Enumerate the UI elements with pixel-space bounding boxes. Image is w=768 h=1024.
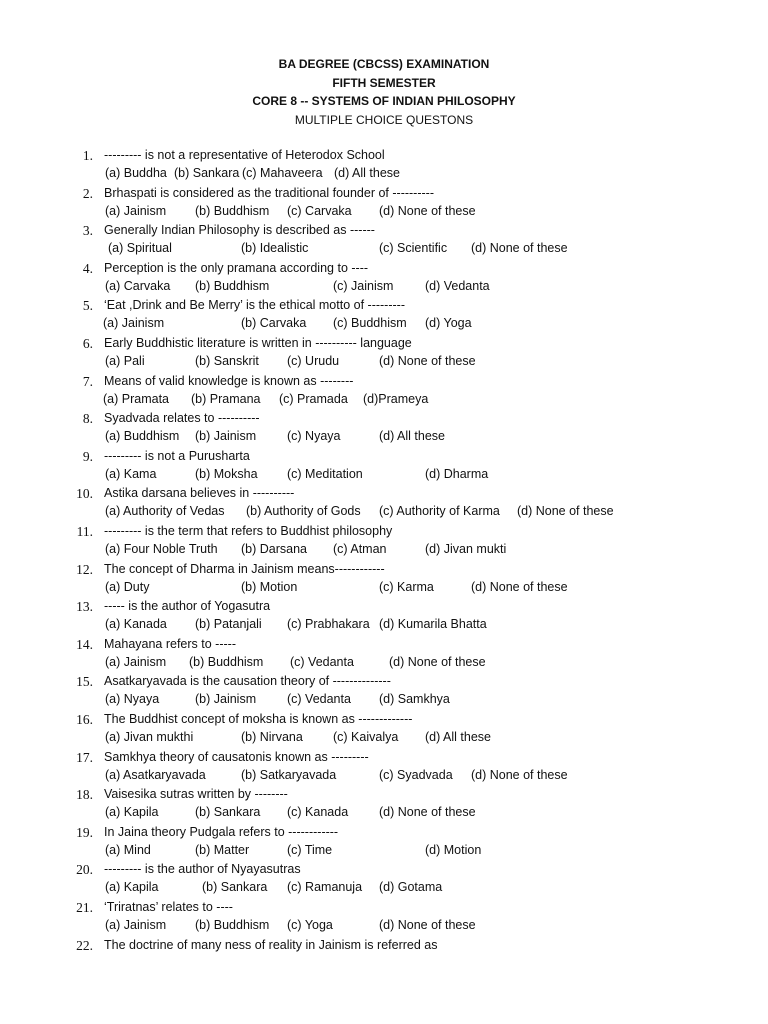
answer-options [0, 768, 768, 787]
answer-option: (b) Nirvana [241, 730, 303, 744]
answer-option: (b) Motion [241, 580, 298, 594]
question-item [0, 637, 768, 656]
question-number: 10. [76, 486, 93, 501]
answer-option: (b) Darsana [241, 542, 307, 556]
question-number: 17. [76, 750, 93, 765]
question-text: Asatkaryavada is the causation theory of -------------- [104, 674, 391, 688]
answer-option: (a) Jainism [103, 316, 165, 330]
answer-option: (b) Pramana [191, 392, 261, 406]
answer-option: (a) Authority of Vedas [105, 504, 225, 518]
question-number: 22. [76, 938, 93, 953]
question-item [0, 411, 768, 430]
answer-options [0, 655, 768, 674]
question-item [0, 712, 768, 731]
answer-option: (a) Kanada [105, 617, 167, 631]
question-item [0, 524, 768, 543]
answer-options [0, 542, 768, 561]
answer-option: (b) Patanjali [195, 617, 262, 631]
answer-option: (c) Urudu [287, 354, 340, 368]
answer-options [0, 354, 768, 373]
question-text: Brhaspati is considered as the traditional founder of ---------- [104, 186, 434, 200]
answer-option: (a) Jainism [105, 655, 167, 669]
answer-option: (b) Buddhism [195, 204, 270, 218]
answer-option: (b) Moksha [195, 467, 258, 481]
answer-option: (d) None of these [517, 504, 614, 518]
question-text: The concept of Dharma in Jainism means------------ [104, 562, 385, 576]
answer-option: (a) Kama [105, 467, 157, 481]
answer-options [0, 429, 768, 448]
answer-option: (b) Authority of Gods [246, 504, 361, 518]
question-number: 6. [82, 336, 93, 351]
answer-option: (d) Yoga [425, 316, 472, 330]
answer-option: (c) Kanada [287, 805, 349, 819]
question-text: Vaisesika sutras written by -------- [104, 787, 288, 801]
answer-option: (a) Carvaka [105, 279, 171, 293]
question-item [0, 486, 768, 505]
answer-option: (a) Buddha [105, 166, 167, 180]
answer-option: (a) Nyaya [105, 692, 160, 706]
answer-option: (d) Motion [425, 843, 482, 857]
semester-title: FIFTH SEMESTER [332, 76, 436, 90]
answer-options [0, 918, 768, 937]
answer-options [0, 880, 768, 899]
answer-option: (b) Satkaryavada [241, 768, 337, 782]
question-text: Mahayana refers to ----- [104, 637, 236, 651]
answer-option: (a) Jainism [105, 204, 167, 218]
answer-option: (a) Mind [105, 843, 151, 857]
question-text: The Buddhist concept of moksha is known as ------------- [104, 712, 413, 726]
question-text: Samkhya theory of causatonis known as --------- [104, 750, 369, 764]
answer-option: (c) Ramanuja [287, 880, 363, 894]
question-text: Early Buddhistic literature is written in ---------- language [104, 336, 412, 350]
question-item [0, 336, 768, 355]
answer-option: (d) None of these [379, 204, 476, 218]
answer-option: (d) None of these [379, 918, 476, 932]
question-item [0, 862, 768, 881]
answer-option: (d) Jivan mukti [425, 542, 507, 556]
answer-options [0, 279, 768, 298]
question-number: 9. [82, 449, 93, 464]
answer-option: (a) Asatkaryavada [105, 768, 206, 782]
question-number: 14. [76, 637, 93, 652]
question-text: Generally Indian Philosophy is described as ------ [104, 223, 375, 237]
answer-option: (b) Carvaka [241, 316, 307, 330]
question-number: 8. [82, 411, 93, 426]
answer-option: (d) All these [334, 166, 401, 180]
answer-options [0, 805, 768, 824]
answer-option: (d) Kumarila Bhatta [379, 617, 487, 631]
answer-options [0, 467, 768, 486]
question-item [0, 562, 768, 581]
answer-option: (d) None of these [471, 580, 568, 594]
answer-option: (d) None of these [471, 241, 568, 255]
question-text: --------- is the term that refers to Buddhist philosophy [104, 524, 393, 538]
answer-option: (b) Sankara [195, 805, 261, 819]
answer-options [0, 580, 768, 599]
question-text: Means of valid knowledge is known as -------- [104, 374, 354, 388]
answer-option: (d)Prameya [363, 392, 429, 406]
question-item [0, 825, 768, 844]
answer-option: (c) Syadvada [379, 768, 453, 782]
answer-options [0, 241, 768, 260]
answer-option: (a) Spiritual [108, 241, 172, 255]
question-item [0, 186, 768, 205]
question-item [0, 148, 768, 167]
question-number: 11. [76, 524, 93, 539]
answer-option: (d) None of these [379, 805, 476, 819]
question-text: --------- is the author of Nyayasutras [104, 862, 301, 876]
answer-option: (b) Sankara [174, 166, 240, 180]
question-item [0, 449, 768, 468]
question-text: Syadvada relates to ---------- [104, 411, 260, 425]
question-item [0, 674, 768, 693]
answer-option: (b) Buddhism [195, 918, 270, 932]
answer-options [0, 166, 768, 185]
question-number: 18. [76, 787, 93, 802]
answer-option: (c) Yoga [287, 918, 333, 932]
answer-option: (c) Authority of Karma [379, 504, 500, 518]
question-text: Perception is the only pramana according to ---- [104, 261, 369, 275]
answer-option: (b) Buddhism [195, 279, 270, 293]
answer-option: (d) Dharma [425, 467, 489, 481]
answer-option: (c) Pramada [279, 392, 348, 406]
question-number: 19. [76, 825, 93, 840]
answer-option: (c) Meditation [287, 467, 363, 481]
question-text: Astika darsana believes in ---------- [104, 486, 295, 500]
question-number: 16. [76, 712, 93, 727]
question-text: --------- is not a Purusharta [104, 449, 250, 463]
answer-option: (d) None of these [379, 354, 476, 368]
answer-option: (d) All these [379, 429, 446, 443]
answer-option: (d) All these [425, 730, 492, 744]
answer-option: (b) Sankara [202, 880, 268, 894]
answer-option: (a) Pali [105, 354, 145, 368]
answer-option: (a) Jainism [105, 918, 167, 932]
answer-options [0, 692, 768, 711]
answer-options [0, 316, 768, 335]
question-text: --------- is not a representative of Heterodox School [104, 148, 385, 162]
answer-option: (b) Buddhism [189, 655, 264, 669]
answer-option: (c) Kaivalya [333, 730, 399, 744]
question-item [0, 900, 768, 919]
answer-option: (c) Vedanta [290, 655, 354, 669]
question-number: 5. [82, 298, 93, 313]
question-item [0, 374, 768, 393]
question-number: 20. [76, 862, 93, 877]
answer-option: (a) Four Noble Truth [105, 542, 218, 556]
answer-option: (b) Sanskrit [195, 354, 259, 368]
answer-option: (d) Gotama [379, 880, 443, 894]
question-text: ----- is the author of Yogasutra [104, 599, 271, 613]
answer-options [0, 392, 768, 411]
question-item [0, 223, 768, 242]
answer-option: (c) Buddhism [333, 316, 407, 330]
answer-option: (b) Jainism [195, 692, 257, 706]
answer-option: (c) Scientific [379, 241, 448, 255]
question-text: The doctrine of many ness of reality in Jainism is referred as [104, 938, 438, 952]
question-number: 1. [82, 148, 93, 163]
question-number: 4. [82, 261, 93, 276]
answer-option: (d) Vedanta [425, 279, 490, 293]
question-number: 7. [82, 374, 93, 389]
question-number: 12. [76, 562, 93, 577]
answer-option: (a) Pramata [103, 392, 169, 406]
answer-option: (c) Prabhakara [287, 617, 370, 631]
answer-option: (b) Idealistic [241, 241, 309, 255]
answer-option: (d) None of these [389, 655, 486, 669]
answer-option: (a) Kapila [105, 805, 159, 819]
answer-option: (a) Duty [105, 580, 150, 594]
answer-option: (c) Mahaveera [242, 166, 323, 180]
answer-option: (c) Karma [379, 580, 434, 594]
answer-option: (d) None of these [471, 768, 568, 782]
answer-options [0, 843, 768, 862]
question-number: 2. [82, 186, 93, 201]
question-item [0, 938, 768, 957]
answer-option: (b) Jainism [195, 429, 257, 443]
answer-options [0, 617, 768, 636]
answer-option: (c) Nyaya [287, 429, 341, 443]
answer-option: (c) Atman [333, 542, 387, 556]
question-number: 15. [76, 674, 93, 689]
question-item [0, 261, 768, 280]
question-text: ‘Triratnas’ relates to ---- [104, 900, 233, 914]
answer-option: (a) Buddhism [105, 429, 180, 443]
question-text: ‘Eat ,Drink and Be Merry’ is the ethical motto of --------- [104, 298, 405, 312]
answer-option: (a) Jivan mukthi [105, 730, 194, 744]
question-number: 3. [82, 223, 93, 238]
answer-option: (a) Kapila [105, 880, 159, 894]
question-text: In Jaina theory Pudgala refers to ------------ [104, 825, 339, 839]
answer-options [0, 730, 768, 749]
answer-options [0, 204, 768, 223]
question-item [0, 787, 768, 806]
course-title: CORE 8 -- SYSTEMS OF INDIAN PHILOSOPHY [252, 94, 516, 108]
question-number: 21. [76, 900, 93, 915]
exam-title: BA DEGREE (CBCSS) EXAMINATION [278, 57, 490, 71]
question-number: 13. [76, 599, 93, 614]
section-title: MULTIPLE CHOICE QUESTONS [294, 113, 474, 127]
answer-option: (b) Matter [195, 843, 250, 857]
answer-option: (c) Carvaka [287, 204, 352, 218]
question-item [0, 599, 768, 618]
question-item [0, 750, 768, 769]
question-item [0, 298, 768, 317]
answer-options [0, 504, 768, 523]
answer-option: (c) Jainism [333, 279, 394, 293]
answer-option: (d) Samkhya [379, 692, 450, 706]
answer-option: (c) Vedanta [287, 692, 351, 706]
answer-option: (c) Time [287, 843, 333, 857]
